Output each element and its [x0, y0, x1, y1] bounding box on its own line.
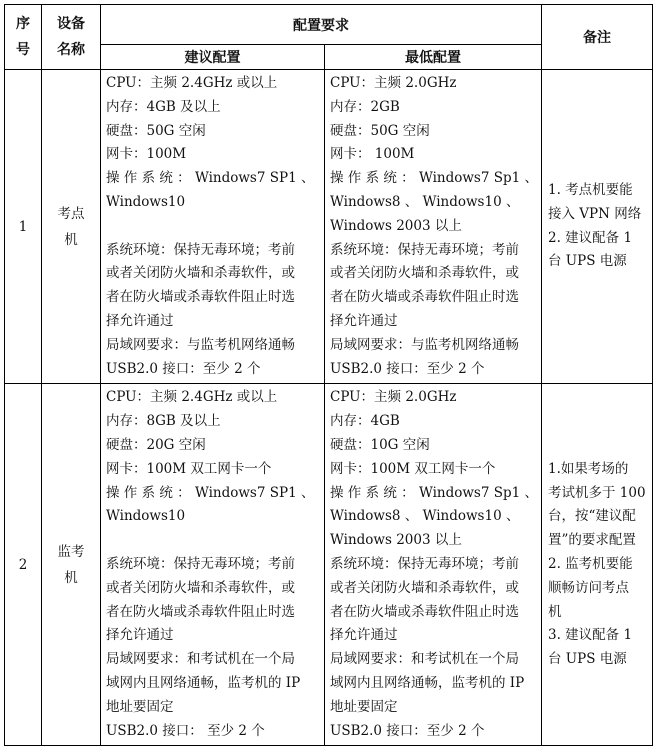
config-line: 网卡：100M 双工网卡一个	[106, 460, 272, 477]
config-line: 操 作 系 统 ： Windows7 Sp1 、	[330, 484, 539, 501]
config-line: 系统环境：保持无毒环境；考前	[106, 241, 295, 258]
config-line: 地址要固定	[330, 698, 398, 715]
config-line: Windows10	[106, 508, 186, 525]
config-line: CPU：主频 2.0GHz	[330, 75, 457, 91]
remarks	[542, 70, 653, 384]
device-name-line-1: 考点	[57, 205, 85, 222]
config-line: 择允许通过	[330, 627, 398, 644]
header-device-line-2: 名称	[57, 42, 85, 58]
remark-line: 顺畅访问考点	[548, 579, 629, 596]
config-line: 硬盘：50G 空闲	[330, 122, 430, 139]
table-row	[5, 384, 653, 746]
config-line: 择允许通过	[330, 312, 398, 329]
config-line: CPU：主频 2.0GHz	[330, 389, 457, 406]
header-seq	[5, 5, 42, 70]
config-line: 择允许通过	[106, 312, 174, 329]
config-line: Windows8 、 Windows10 、	[330, 508, 520, 525]
row-seq: 2	[5, 384, 42, 746]
remarks	[542, 384, 653, 746]
config-line: 者在防火墙或杀毒软件阻止时选	[330, 289, 519, 306]
header-row-top	[5, 5, 653, 45]
recommended-config	[101, 384, 325, 746]
config-line: 或者关闭防火墙和杀毒软件，或	[106, 265, 295, 282]
header-device-line-1: 设备	[57, 16, 85, 32]
table-row	[5, 70, 653, 384]
config-line: 局域网要求：和考试机在一个局	[106, 651, 295, 668]
header-seq-line-1: 序	[16, 16, 30, 32]
config-line: 者在防火墙或杀毒软件阻止时选	[106, 289, 295, 306]
remark-line: 2. 监考机要能	[548, 555, 633, 572]
config-line: 网卡：100M	[106, 146, 187, 163]
config-line: 择允许通过	[106, 627, 174, 644]
recommended-config	[101, 70, 325, 384]
device-name-line-2: 机	[64, 569, 78, 586]
config-blank-line	[106, 529, 324, 553]
remark-line: 1.如果考场的	[548, 460, 629, 477]
row-device	[42, 70, 101, 384]
header-seq-line-2: 号	[16, 42, 30, 58]
row-device	[42, 384, 101, 746]
config-line: 内存：2GB	[330, 98, 400, 115]
config-line: 者在防火墙或杀毒软件阻止时选	[106, 603, 295, 620]
remark-line: 3. 建议配备 1	[548, 627, 633, 644]
config-line: 内存：4GB	[330, 413, 400, 430]
remark-line: 置”的要求配置	[548, 532, 636, 549]
row-seq: 1	[5, 70, 42, 384]
remark-line: 台 UPS 电源	[548, 651, 627, 668]
config-line: 地址要固定	[106, 698, 174, 715]
remark-line: 1. 考点机要能	[548, 182, 633, 199]
config-line: CPU：主频 2.4GHz 或以上	[106, 389, 278, 406]
header-remarks: 备注	[542, 5, 653, 70]
header-device	[42, 5, 101, 70]
config-line: 操 作 系 统 ： Windows7 SP1 、	[106, 170, 315, 187]
config-line: 局域网要求：与监考机网络通畅	[330, 336, 519, 353]
config-line: 系统环境：保持无毒环境；考前	[106, 555, 295, 572]
config-line: 局域网要求：和考试机在一个局	[330, 651, 519, 668]
remark-line: 接入 VPN 网络	[548, 205, 642, 222]
device-name-line-2: 机	[64, 231, 78, 248]
config-line: 者在防火墙或杀毒软件阻止时选	[330, 603, 519, 620]
config-line: 内存：4GB 及以上	[106, 98, 221, 115]
config-line: Windows 2003 以上	[330, 532, 462, 549]
config-line: 域网内且网络通畅，监考机的 IP	[330, 674, 525, 691]
config-line: 域网内且网络通畅，监考机的 IP	[106, 674, 301, 691]
config-line: 操 作 系 统 ： Windows7 SP1 、	[106, 484, 315, 501]
remark-line: 考试机多于 100	[548, 484, 646, 501]
config-line: Windows8 、 Windows10 、	[330, 193, 520, 210]
minimum-config	[325, 70, 542, 384]
config-line: 硬盘：10G 空闲	[330, 436, 430, 453]
remark-line: 机	[548, 603, 562, 620]
config-line: USB2.0 接口：至少 2 个	[106, 360, 261, 377]
device-name-line-1: 监考	[57, 543, 85, 560]
config-line: 硬盘：50G 空闲	[106, 122, 206, 139]
config-line: 或者关闭防火墙和杀毒软件，或	[106, 579, 295, 596]
config-line: 系统环境：保持无毒环境；考前	[330, 555, 519, 572]
config-line: CPU：主频 2.4GHz 或以上	[106, 75, 278, 91]
minimum-config	[325, 384, 542, 746]
hardware-config-table	[4, 4, 653, 746]
config-line: USB2.0 接口：至少 2 个	[330, 722, 485, 739]
config-line: USB2.0 接口：至少 2 个	[330, 360, 485, 377]
config-line: 网卡：100M 双工网卡一个	[330, 460, 496, 477]
config-line: 系统环境：保持无毒环境；考前	[330, 241, 519, 258]
config-line: 操 作 系 统 ： Windows7 Sp1 、	[330, 170, 539, 187]
config-line: USB2.0 接口： 至少 2 个	[106, 722, 265, 739]
header-minimum: 最低配置	[325, 45, 542, 70]
remark-line: 台，按“建议配	[548, 508, 636, 525]
config-line: 或者关闭防火墙和杀毒软件，或	[330, 265, 519, 282]
config-blank-line	[106, 215, 324, 239]
config-line: Windows 2003 以上	[330, 217, 462, 234]
config-line: 网卡： 100M	[330, 146, 415, 163]
remark-line: 台 UPS 电源	[548, 253, 627, 270]
header-recommended: 建议配置	[101, 45, 325, 70]
remark-line: 2. 建议配备 1	[548, 229, 633, 246]
config-line: 或者关闭防火墙和杀毒软件，或	[330, 579, 519, 596]
config-line: Windows10	[106, 193, 186, 210]
config-line: 内存：8GB 及以上	[106, 413, 221, 430]
config-line: 局域网要求：与监考机网络通畅	[106, 336, 295, 353]
config-line: 硬盘：20G 空闲	[106, 436, 206, 453]
header-requirements: 配置要求	[101, 5, 542, 45]
